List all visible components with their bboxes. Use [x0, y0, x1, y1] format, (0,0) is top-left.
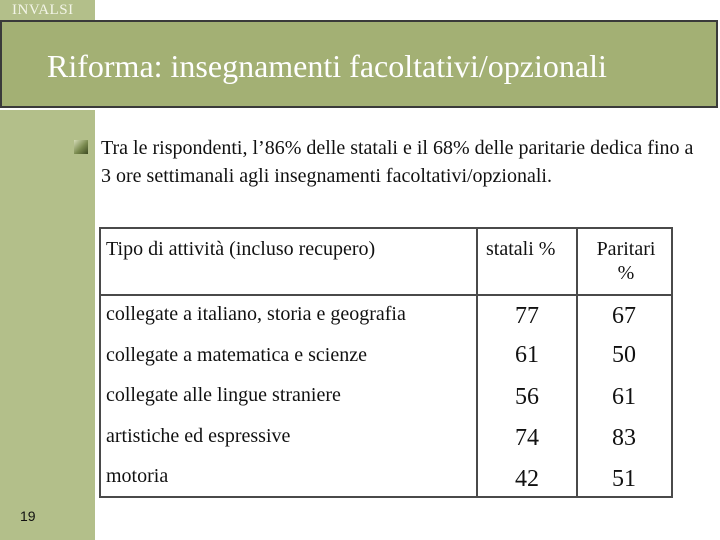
statali-value: 77	[515, 303, 539, 329]
statali-value: 42	[515, 466, 539, 492]
header-paritari	[588, 237, 664, 285]
statali-value: 56	[515, 384, 539, 410]
table-header-divider	[99, 294, 673, 296]
statali-value: 61	[515, 342, 539, 368]
paritari-value: 61	[612, 384, 636, 410]
row-label: artistiche ed espressive	[106, 425, 291, 447]
table-bottom-border	[99, 496, 673, 498]
paritari-value: 51	[612, 466, 636, 492]
brand-logo-text: INVALSI	[12, 2, 74, 18]
table-left-border	[99, 227, 101, 498]
statali-value: 74	[515, 425, 539, 451]
intro-text: Tra le rispondenti, l’86% delle statali e il 68% delle paritarie dedica fino a 3 ore settimanali agli insegnamenti facoltativi/opzionali.	[101, 137, 694, 187]
table-right-border	[671, 227, 673, 498]
left-decorative-strip	[0, 110, 95, 540]
paritari-value: 83	[612, 425, 636, 451]
row-label: collegate a matematica e scienze	[106, 344, 367, 366]
page-number: 19	[20, 508, 36, 524]
slide-title: Riforma: insegnamenti facoltativi/opzionali	[47, 48, 607, 84]
header-paritari-unit: %	[617, 262, 635, 284]
title-bar	[0, 20, 718, 108]
header-paritari-label: Paritari	[596, 238, 656, 260]
header-statali: statali %	[486, 238, 556, 260]
table-column-divider	[476, 227, 478, 498]
brand-badge	[0, 0, 95, 22]
table-column-divider	[576, 227, 578, 498]
row-label: collegate a italiano, storia e geografia	[106, 303, 406, 325]
paritari-value: 50	[612, 342, 636, 368]
bullet-square-icon	[74, 140, 88, 154]
table-top-border	[99, 227, 673, 229]
paritari-value: 67	[612, 303, 636, 329]
row-label: motoria	[106, 465, 169, 487]
row-label: collegate alle lingue straniere	[106, 384, 341, 406]
header-category: Tipo di attività (incluso recupero)	[106, 238, 376, 260]
